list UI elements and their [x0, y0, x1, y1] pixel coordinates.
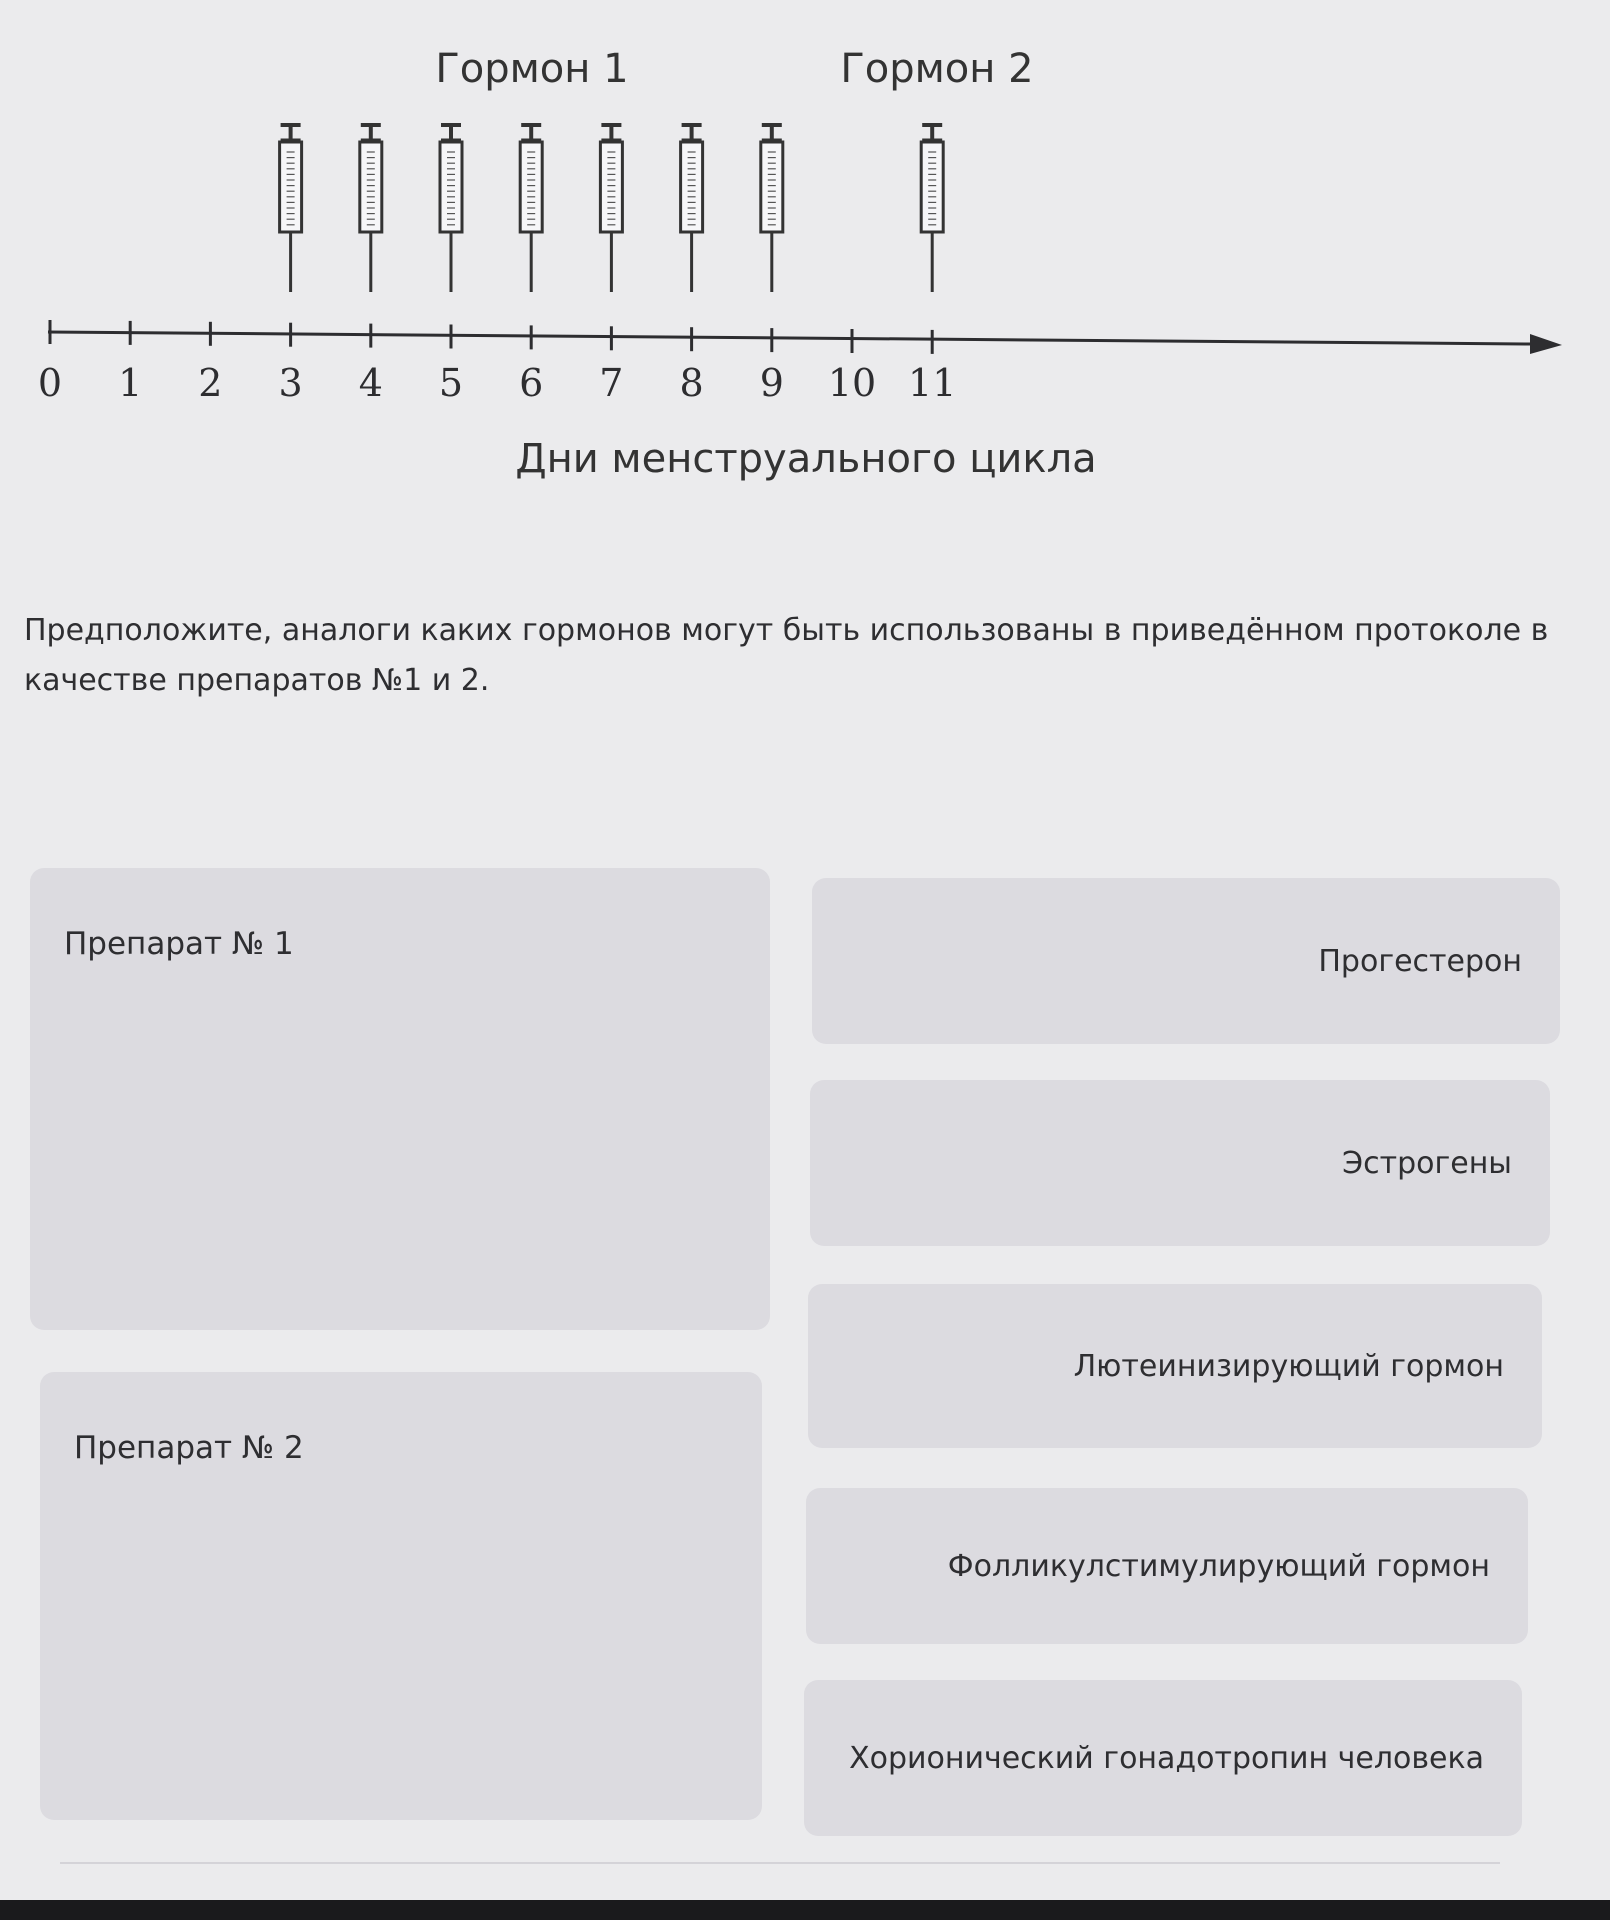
syringe-icon [280, 125, 302, 292]
syringe-icon [360, 125, 382, 292]
question-text: Предположите, аналоги каких гормонов могут быть использованы в приведённом протоколе в качестве препаратов №1 и 2. [24, 613, 1549, 698]
hormone-2-label: Гормон 2 [840, 46, 1034, 92]
axis-tick-label: 1 [118, 361, 143, 405]
option-label: Хорионический гонадотропин человека [849, 1740, 1484, 1776]
axis-tick-label: 6 [519, 361, 544, 405]
axis-tick-label: 5 [438, 361, 464, 405]
axis-tick-label: 3 [278, 361, 303, 405]
bottom-divider [60, 1862, 1500, 1864]
drop-zone-preparation-1[interactable] [30, 868, 770, 1330]
axis-tick-label: 11 [908, 361, 957, 405]
axis-tick-label: 2 [198, 361, 223, 405]
syringe-group [280, 125, 944, 292]
drop-zone-label: Препарат № 2 [74, 1430, 304, 1466]
syringe-icon [681, 125, 703, 292]
option-label: Прогестерон [1318, 943, 1522, 979]
axis-tick-label: 8 [679, 361, 704, 405]
drop-zone-preparation-2[interactable] [40, 1372, 762, 1820]
axis-label: Дни менструального цикла [515, 436, 1097, 482]
syringe-icon [600, 125, 622, 292]
option-label: Эстрогены [1342, 1145, 1512, 1181]
option-human-chorionic-gonadotropin[interactable] [804, 1680, 1522, 1836]
option-label: Лютеинизирующий гормон [1073, 1348, 1504, 1384]
axis-tick-label: 4 [358, 361, 383, 405]
injection-diagram [0, 0, 1610, 500]
option-follicle-stimulating-hormone[interactable] [806, 1488, 1528, 1644]
syringe-icon [440, 125, 462, 292]
syringe-icon [520, 125, 542, 292]
option-label: Фолликулстимулирующий гормон [947, 1548, 1490, 1584]
axis-tick-label: 9 [759, 361, 784, 405]
axis-tick-label: 10 [827, 361, 877, 405]
option-estrogens[interactable] [810, 1080, 1550, 1246]
option-progesterone[interactable] [812, 878, 1560, 1044]
syringe-icon [761, 125, 783, 292]
axis-arrow [1530, 334, 1562, 354]
syringe-icon [921, 125, 943, 292]
timeline-axis [48, 332, 1530, 344]
axis-tick-label: 7 [599, 361, 624, 405]
drop-zone-label: Препарат № 1 [64, 926, 294, 962]
option-luteinizing-hormone[interactable] [808, 1284, 1542, 1448]
hormone-1-label: Гормон 1 [435, 46, 629, 92]
axis-tick-label: 0 [37, 361, 63, 405]
screen-bottom-edge [0, 1900, 1610, 1920]
